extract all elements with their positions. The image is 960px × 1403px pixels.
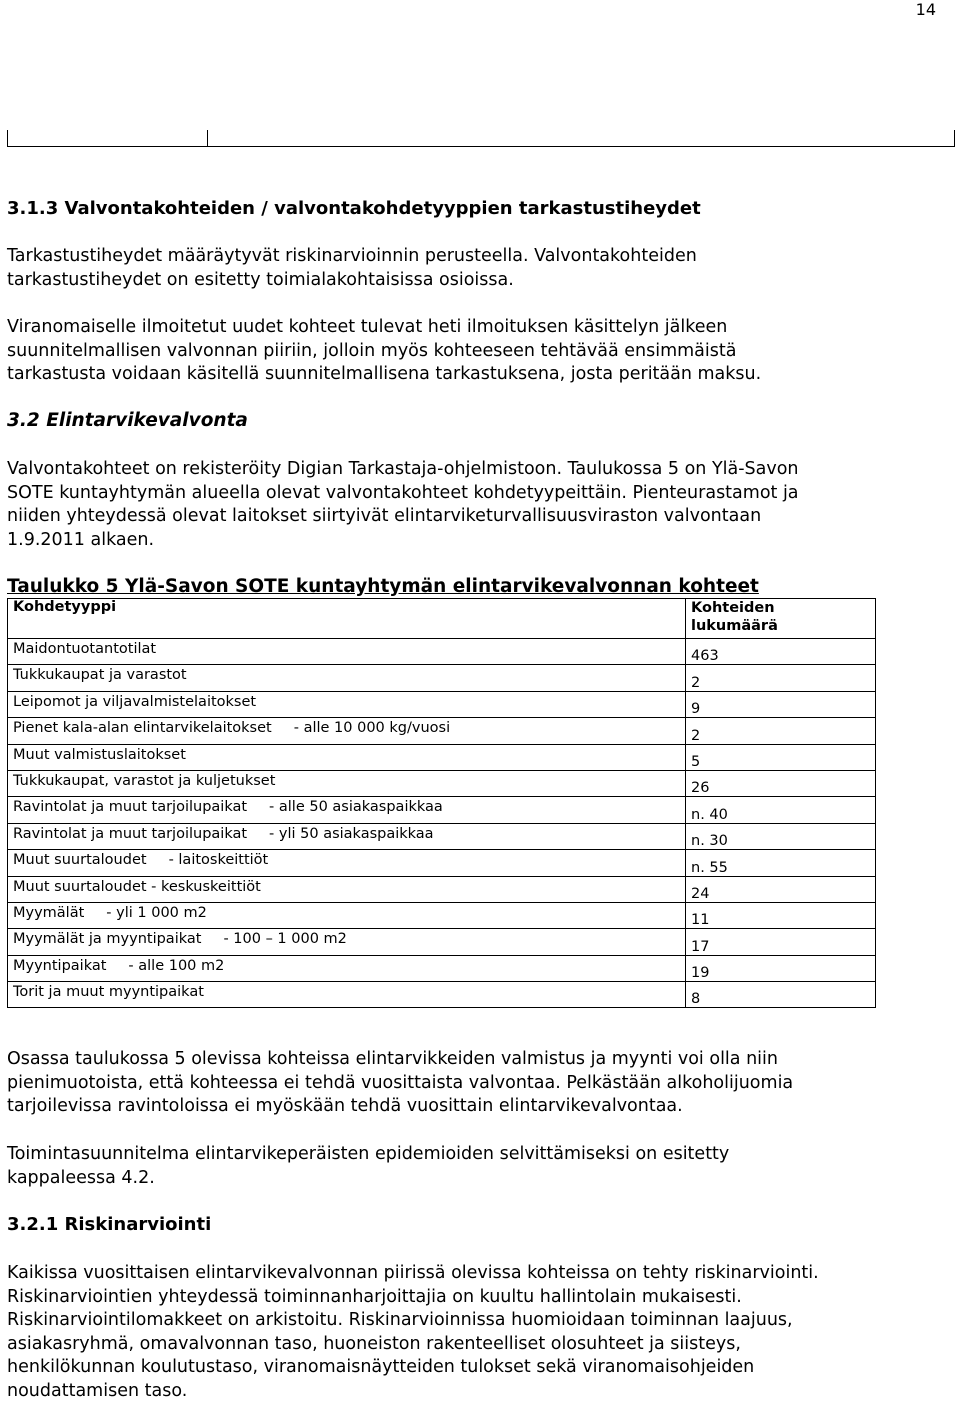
header-rule-tick	[207, 130, 208, 146]
row-type-cell	[8, 770, 686, 796]
text-line: tarkastusta voidaan käsitellä suunnitelmallisena tarkastuksena, josta peritään maksu.	[7, 363, 761, 387]
header-rule-tick	[7, 130, 8, 146]
text-line: Tarkastustiheydet määräytyvät riskinarvioinnin perusteella. Valvontakohteiden	[7, 245, 697, 269]
page-number: 14	[916, 0, 936, 19]
table-row	[8, 850, 876, 876]
table-row	[8, 955, 876, 981]
header-rule-tick	[954, 130, 955, 146]
table-row	[8, 639, 876, 665]
row-count-cell: 463	[686, 639, 876, 665]
row-type-cell	[8, 797, 686, 823]
row-count-cell: n. 40	[686, 797, 876, 823]
text-line: asiakasryhmä, omavalvonnan taso, huoneiston rakenteelliset olosuhteet ja siisteys,	[7, 1333, 819, 1357]
row-type-cell	[8, 982, 686, 1008]
text-line: Toimintasuunnitelma elintarvikeperäisten epidemioiden selvittämiseksi on esitetty	[7, 1143, 729, 1167]
text-line: Osassa taulukossa 5 olevissa kohteissa elintarvikkeiden valmistus ja myynti voi olla niin	[7, 1048, 793, 1072]
row-type-name: Pienet kala-alan elintarvikelaitokset	[13, 720, 272, 736]
section-313-paragraph-1	[7, 245, 697, 292]
section-321-paragraph	[7, 1262, 819, 1403]
after-table-paragraph-1	[7, 1048, 793, 1119]
inspection-targets-table	[7, 598, 876, 1008]
section-313-paragraph-2	[7, 316, 761, 387]
row-type-name: Myyntipaikat	[13, 958, 106, 974]
row-count-cell: n. 55	[686, 850, 876, 876]
text-line: Kaikissa vuosittaisen elintarvikevalvonnan piirissä olevissa kohteissa on tehty riskinarviointi.	[7, 1262, 819, 1286]
row-type-qualifier: - laitoskeittiöt	[169, 852, 269, 868]
row-type-name: Ravintolat ja muut tarjoilupaikat	[13, 799, 247, 815]
row-type-cell	[8, 955, 686, 981]
section-32-heading: 3.2 Elintarvikevalvonta	[7, 410, 248, 431]
table-row	[8, 665, 876, 691]
row-type-cell	[8, 744, 686, 770]
row-type-name: Myymälät	[13, 905, 84, 921]
table-header-row	[8, 599, 876, 639]
after-table-paragraph-2	[7, 1143, 729, 1190]
row-type-name: Muut valmistuslaitokset	[13, 747, 186, 763]
row-type-cell	[8, 639, 686, 665]
text-line: Riskinarviointilomakkeet on arkistoitu. Riskinarvioinnissa huomioidaan toiminnan laajuus,	[7, 1309, 819, 1333]
text-line: henkilökunnan koulutustaso, viranomaisnäytteiden tulokset sekä viranomaisohjeiden	[7, 1356, 819, 1380]
table-row	[8, 770, 876, 796]
row-type-cell	[8, 665, 686, 691]
text-line: tarjoilevissa ravintoloissa ei myöskään tehdä vuosittain elintarvikevalvontaa.	[7, 1095, 793, 1119]
row-type-cell	[8, 850, 686, 876]
text-line: kappaleessa 4.2.	[7, 1167, 729, 1191]
row-type-name: Myymälät ja myyntipaikat	[13, 931, 201, 947]
row-count-cell: 26	[686, 770, 876, 796]
table-row	[8, 823, 876, 849]
text-line: tarkastustiheydet on esitetty toimialakohtaisissa osioissa.	[7, 269, 697, 293]
row-type-cell	[8, 929, 686, 955]
table-row	[8, 876, 876, 902]
row-type-name: Tukkukaupat, varastot ja kuljetukset	[13, 773, 275, 789]
row-type-name: Torit ja muut myyntipaikat	[13, 984, 204, 1000]
row-count-cell: 2	[686, 665, 876, 691]
text-line: Viranomaiselle ilmoitetut uudet kohteet tulevat heti ilmoituksen käsittelyn jälkeen	[7, 316, 761, 340]
text-line: pienimuotoista, että kohteessa ei tehdä vuosittaista valvontaa. Pelkästään alkoholijuomia	[7, 1072, 793, 1096]
column-header-count-line: lukumäärä	[691, 617, 870, 635]
text-line: Riskinarviointien yhteydessä toiminnanharjoittajia on kuultu hallintolain mukaisesti.	[7, 1286, 819, 1310]
table-row	[8, 982, 876, 1008]
section-32-paragraph	[7, 458, 799, 552]
table-row	[8, 691, 876, 717]
text-line: SOTE kuntayhtymän alueella olevat valvontakohteet kohdetyypeittäin. Pienteurastamot ja	[7, 482, 799, 506]
section-321-heading: 3.2.1 Riskinarviointi	[7, 1214, 211, 1235]
text-line: 1.9.2011 alkaen.	[7, 529, 799, 553]
row-type-name: Leipomot ja viljavalmistelaitokset	[13, 694, 256, 710]
table-title: Taulukko 5 Ylä-Savon SOTE kuntayhtymän elintarvikevalvonnan kohteet	[7, 576, 759, 597]
row-count-cell: 8	[686, 982, 876, 1008]
table-row	[8, 744, 876, 770]
row-type-cell	[8, 823, 686, 849]
table-row	[8, 929, 876, 955]
row-count-cell: 11	[686, 902, 876, 928]
row-type-qualifier: - yli 1 000 m2	[106, 905, 207, 921]
row-type-cell	[8, 902, 686, 928]
row-count-cell: 5	[686, 744, 876, 770]
row-type-qualifier: - alle 10 000 kg/vuosi	[294, 720, 450, 736]
table-row	[8, 718, 876, 744]
row-type-cell	[8, 718, 686, 744]
row-count-cell: 2	[686, 718, 876, 744]
table-row	[8, 902, 876, 928]
header-rule	[7, 130, 955, 147]
row-type-qualifier: - yli 50 asiakaspaikkaa	[269, 826, 434, 842]
row-type-name: Muut suurtaloudet - keskuskeittiöt	[13, 879, 261, 895]
row-type-qualifier: - alle 50 asiakaspaikkaa	[269, 799, 443, 815]
row-type-cell	[8, 876, 686, 902]
text-line: noudattamisen taso.	[7, 1380, 819, 1403]
column-header-count	[686, 599, 876, 639]
row-count-cell: 17	[686, 929, 876, 955]
row-type-name: Tukkukaupat ja varastot	[13, 667, 187, 683]
row-type-cell	[8, 691, 686, 717]
text-line: suunnitelmallisen valvonnan piiriin, jolloin myös kohteeseen tehtävää ensimmäistä	[7, 340, 761, 364]
row-count-cell: 9	[686, 691, 876, 717]
section-313-heading: 3.1.3 Valvontakohteiden / valvontakohdetyyppien tarkastustiheydet	[7, 198, 701, 219]
column-header-count-line: Kohteiden	[691, 599, 870, 617]
text-line: niiden yhteydessä olevat laitokset siirtyivät elintarviketurvallisuusviraston valvontaan	[7, 505, 799, 529]
row-type-name: Maidontuotantotilat	[13, 641, 156, 657]
text-line: Valvontakohteet on rekisteröity Digian Tarkastaja-ohjelmistoon. Taulukossa 5 on Ylä-Savon	[7, 458, 799, 482]
row-count-cell: 24	[686, 876, 876, 902]
row-type-name: Muut suurtaloudet	[13, 852, 147, 868]
column-header-type: Kohdetyyppi	[8, 599, 686, 639]
row-type-qualifier: - alle 100 m2	[128, 958, 224, 974]
row-type-name: Ravintolat ja muut tarjoilupaikat	[13, 826, 247, 842]
row-count-cell: 19	[686, 955, 876, 981]
row-count-cell: n. 30	[686, 823, 876, 849]
table-row	[8, 797, 876, 823]
row-type-qualifier: - 100 – 1 000 m2	[223, 931, 346, 947]
